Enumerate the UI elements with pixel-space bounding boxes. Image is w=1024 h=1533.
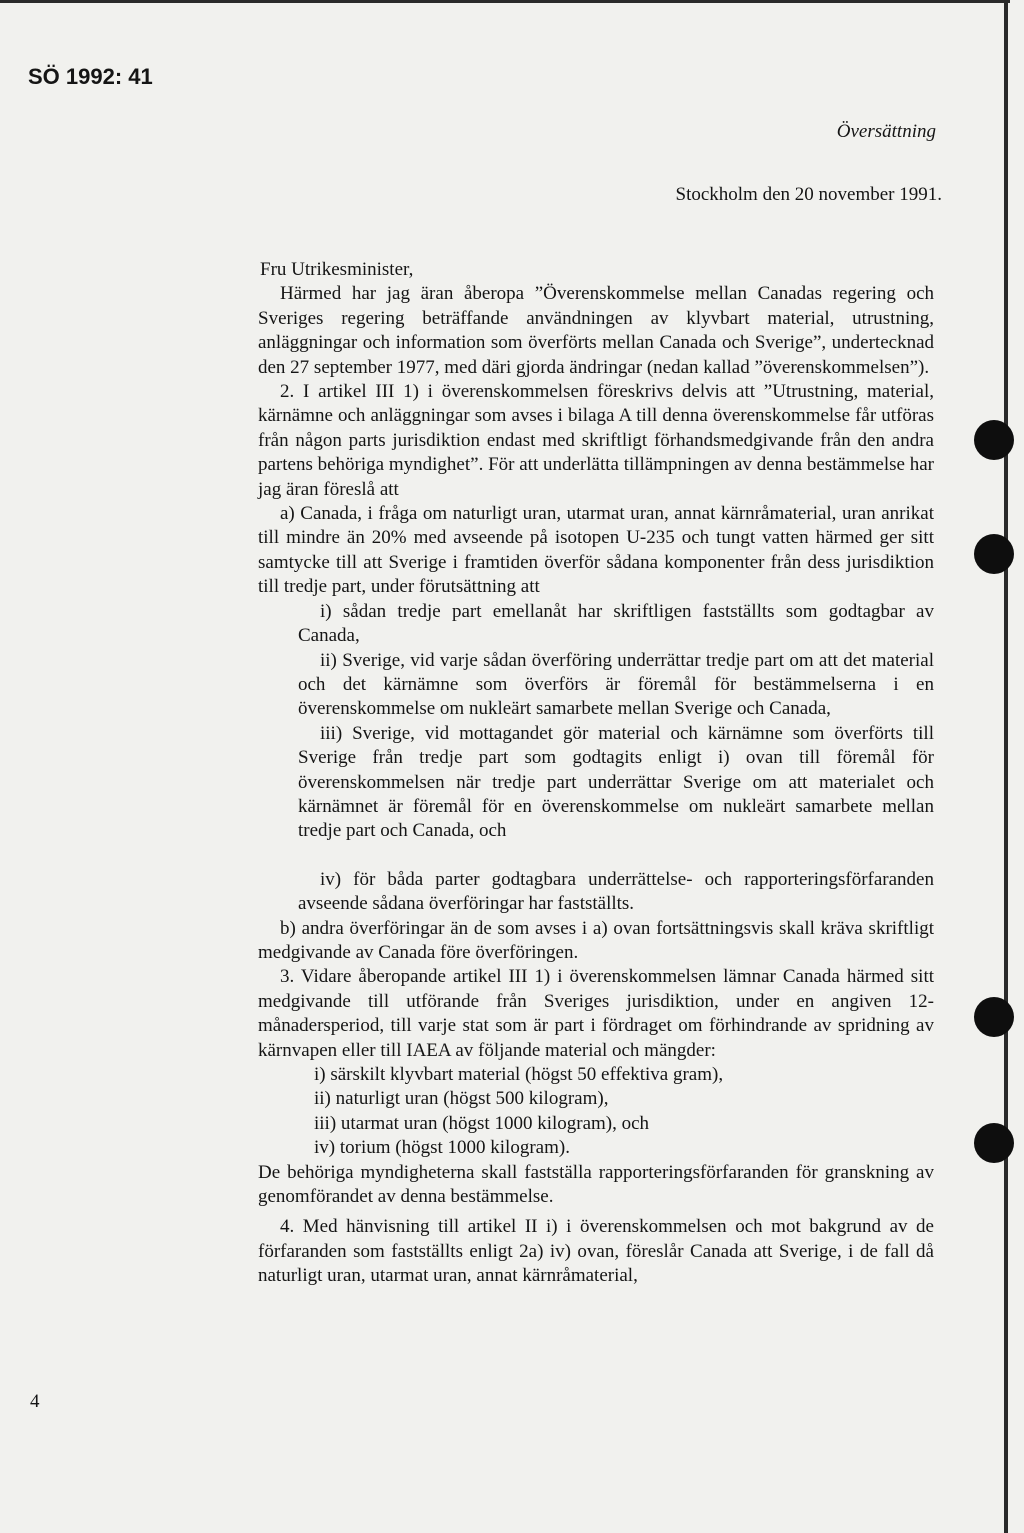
document-series-number: SÖ 1992: 41: [28, 64, 153, 89]
scan-right-edge: [1004, 0, 1008, 1533]
item-3-ii: ii) naturligt uran (högst 500 kilogram),: [314, 1088, 609, 1110]
translation-note: Översättning: [836, 121, 936, 142]
letter-body: [258, 258, 934, 1289]
salutation: Fru Utrikesminister,: [260, 259, 414, 280]
item-3-i: i) särskilt klyvbart material (högst 50 effektiva gram),: [314, 1064, 724, 1085]
paragraph-2: 2. I artikel III 1) i överenskommelsen föreskrivs delvis att ”Utrustning, material, kärnämne och anläggningar som avses i bilaga A till denna överenskommelse får utföras från någon parts jurisdiktion endast med skriftligt förhandsmedgivande från den andra partens behöriga myndighet”. För att underlätta tillämpningen av denna bestämmelse har jag äran föreslå att: [258, 381, 934, 500]
item-3-iii: iii) utarmat uran (högst 1000 kilogram), och: [314, 1112, 650, 1134]
paragraph-reporting: De behöriga myndigheterna skall fastställa rapporteringsförfaranden för granskning av genomförandet av denna bestämmelse.: [258, 1161, 934, 1208]
item-2a-iv: iv) för båda parter godtagbara underrättelse- och rapporteringsförfaranden avseende sådana överföringar har fastställts.: [298, 868, 934, 915]
punch-hole-1: [974, 420, 1014, 460]
item-2a-ii: ii) Sverige, vid varje sådan överföring underrättar tredje part om att det material och det kärnämne som överförs är föremål för bestämmelserna i en överenskommelse om nukleärt samarbete mellan Sverige och Canada,: [298, 649, 934, 720]
paragraph-intro: Härmed har jag äran åberopa ”Överenskommelse mellan Canadas regering och Sveriges regering beträffande användningen av klyvbart material, utrustning, anläggningar och information som överförts mellan Canada och Sverige”, undertecknad den 27 september 1977, med däri gjorda ändringar (nedan kallad ”överenskommelsen”).: [258, 283, 934, 378]
paragraph-4: 4. Med hänvisning till artikel II i) i överenskommelsen och mot bakgrund av de förfaranden som fastställts enligt 2a) iv) ovan, föreslår Canada att Sverige, i de fall då naturligt uran, utarmat uran, annat kärnråmaterial,: [258, 1216, 934, 1287]
paragraph-2a: a) Canada, i fråga om naturligt uran, utarmat uran, annat kärnråmaterial, uran anrikat till mindre än 20% med avseende på isotopen U-235 och tungt vatten härmed ger sitt samtycke till att Sverige i framtiden överför sådana komponenter från dess jurisdiktion till tredje part, under förutsättning att: [258, 503, 934, 598]
paragraph-2b: b) andra överföringar än de som avses i a) ovan fortsättningsvis skall kräva skriftligt medgivande av Canada före överföringen.: [258, 917, 934, 963]
item-3-iv: iv) torium (högst 1000 kilogram).: [314, 1137, 570, 1159]
paragraph-3: 3. Vidare åberopande artikel III 1) i överenskommelsen lämnar Canada härmed sitt medgivande till utförande från Sveriges jurisdiktion, under en angiven 12-månadersperiod, till varje stat som är part i fördraget om förhindrande av spridning av kärnvapen eller till IAEA av följande material och mängder:: [258, 966, 934, 1061]
item-2a-iii: iii) Sverige, vid mottagandet gör material och kärnämne som överförts till Sverige från tredje part som godtagits enligt i) ovan till föremål för överenskommelsen när tredje part underrättar Sverige om att materialet och kärnämnet är föremål för en överenskommelse om nukleärt samarbete mellan tredje part och Canada, och: [298, 722, 934, 842]
punch-hole-3: [974, 997, 1014, 1037]
dateline: Stockholm den 20 november 1991.: [675, 184, 942, 205]
page-number: 4: [30, 1391, 40, 1412]
punch-hole-2: [974, 534, 1014, 574]
punch-hole-4: [974, 1123, 1014, 1163]
scan-top-edge: [0, 0, 1010, 3]
item-2a-i: i) sådan tredje part emellanåt har skriftligen fastställts som godtagbar av Canada,: [298, 600, 934, 647]
